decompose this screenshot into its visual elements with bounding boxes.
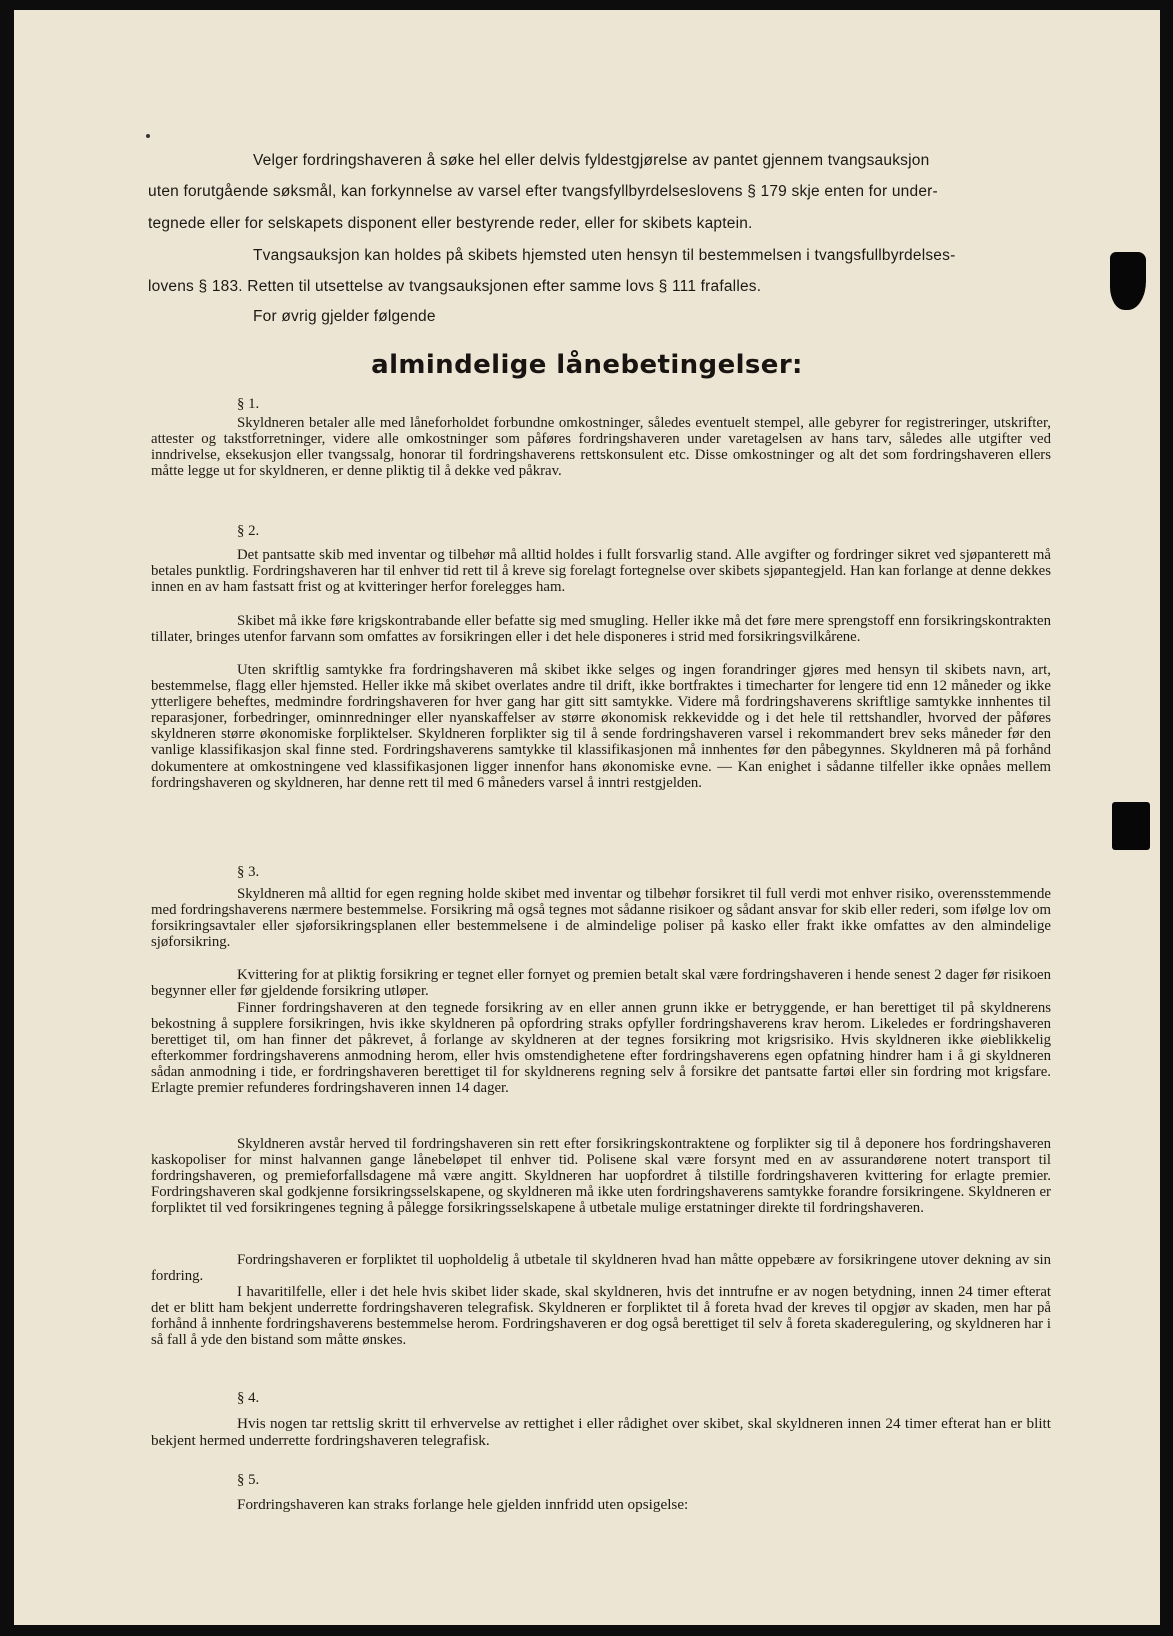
paragraph: Uten skriftlig samtykke fra fordringshaveren må skibet ikke selges og ingen forandringer gjøres med hensyn til skibets navn, art, bestemmelse, flagg eller hjemsted. Heller ikke må skibet overlates andre til drift, ikke bortfraktes i timecharter for lengere tid enn 12 måneder og ikke ytterligere beheftes, medmindre fordringshaveren for hver gang har gitt sitt samtykke. Videre må fordringshaverens skriftlige samtykke innhentes til reparasjoner, forbedringer, ominnredninger eller nyanskaffelser av større økonomisk rekkevidde og i det hele til rettshandler, hvorved der påføres skyldneren større økonomiske forpliktelser. Skyldneren forplikter sig til å sende fordringshaveren varsel i rekommandert brev seks måneder før den vanlige klassifikasjon skal finne sted. Fordringshaverens samtykke til klassifikasjonen må innhentes før den påbegynnes. Skyldneren må på forhånd dokumentere at omkostningene ved klassifikasjonen ligger innenfor hans økonomiske evne. — Kan enighet i sådanne tilfeller ikke opnåes mellem fordringshaveren og skyldneren, har denne rett til med 6 måneders varsel å inntri restgjelden.	[151, 662, 1051, 791]
intro-line: tegnede eller for selskapets disponent eller bestyrende reder, eller for skibets kaptein.	[148, 215, 753, 232]
intro-line: Velger fordringshaveren å søke hel eller delvis fyldestgjørelse av pantet gjennem tvangsauksjon	[253, 152, 930, 169]
paragraph: Fordringshaveren er forpliktet til uopholdelig å utbetale til skyldneren hvad han måtte oppebære av forsikringene utover dekning av sin fordring.	[151, 1252, 1051, 1285]
paragraph: Finner fordringshaveren at den tegnede forsikring av en eller annen grunn ikke er betryggende, er han berettiget til på skyldnerens bekostning å supplere forsikringen, hvis ikke skyldneren på opfordring straks opfyller fordringshaverens krav herom. Likeledes er fordringshaveren berettiget til, om han finner det påkrevet, å forlange av skyldneren at der tegnes forsikring mot krigsrisiko. Hvis skyldneren ikke øieblikkelig efterkommer fordringshaverens anmodning herom, eller hvis omstendighetene efter fordringshaverens egen opfatning hindrer ham i å gi skyldneren sådan anmodning i tide, er fordringshaveren berettiget til for skyldnerens regning selv å forsikre det pantsatte fartøi eller sin fordring mot krigsfare. Erlagte premier refunderes fordringshaveren innen 14 dager.	[151, 1000, 1051, 1097]
margin-ink-blot	[1110, 252, 1146, 310]
intro-line: lovens § 183. Retten til utsettelse av tvangsauksjonen efter samme lovs § 111 frafalles.	[148, 278, 762, 295]
intro-line: uten forutgående søksmål, kan forkynnelse av varsel efter tvangsfyllbyrdelseslovens § 179 skje enten for under-	[148, 183, 938, 200]
section-title: § 5.	[237, 1472, 260, 1488]
paragraph: Skyldneren avstår herved til fordringshaveren sin rett efter forsikringskontraktene og forplikter sig til å deponere hos fordringshaveren kaskopoliser for minst halvannen gange lånebeløpet til enhver tid. Polisene skal være forsynt med en av assurandørene notert transport til fordringshaveren, og premieforfallsdagene må være angitt. Skyldneren har uopfordret å tilstille fordringshaveren kvittering for erlagte premier. Fordringshaveren skal godkjenne forsikringsselskapene, og skyldneren må ikke uten fordringshaverens samtykke forandre forsikringene. Skyldneren er forpliktet til ved forsikringenes tegning å pålegge forsikringsselskapene å utbetale mulige erstatninger direkte til fordringshaveren.	[151, 1136, 1051, 1217]
section-title: § 1.	[237, 396, 260, 412]
paragraph: Det pantsatte skib med inventar og tilbehør må alltid holdes i fullt forsvarlig stand. Alle avgifter og fordringer sikret ved sjøpanterett må betales punktlig. Fordringshaveren har til enhver tid rett til å kreve sig forelagt fortegnelse over skibets sjøpantegjeld. Han kan forlange at denne dekkes innen en av ham fastsatt frist og at kvitteringer herfor forelegges ham.	[151, 547, 1051, 596]
speck	[146, 134, 150, 138]
section-title: § 2.	[237, 523, 260, 539]
intro-line: Tvangsauksjon kan holdes på skibets hjemsted uten hensyn til bestemmelsen i tvangsfullbyrdelses-	[253, 247, 956, 264]
paragraph: Skyldneren må alltid for egen regning holde skibet med inventar og tilbehør forsikret til full verdi mot enhver risiko, overensstemmende med fordringshaverens nærmere bestemmelse. Forsikring må også tegnes mot sådanne risikoer og sådant ansvar for skib eller rederi, som ifølge lov om forsikringsavtaler eller sjøforsikringsplanen eller bestemmelsene i de almindelige poliser på kasko eller frakt ikke omfattes av den almindelige sjøforsikring.	[151, 886, 1051, 951]
paragraph: Skyldneren betaler alle med låneforholdet forbundne omkostninger, således eventuelt stempel, alle gebyrer for registreringer, utskrifter, attester og takstforretninger, videre alle omkostninger som påføres fordringshaveren under varetagelsen av hans tarv, således alle utgifter ved inndrivelse, eksekusjon eller tvangssalg, honorar til fordringshaverens rettskonsulent etc. Disse omkostninger og alt det som fordringshaveren ellers måtte legge ut for skyldneren, er denne pliktig til å dekke ved påkrav.	[151, 415, 1051, 480]
paragraph: Skibet må ikke føre krigskontrabande eller befatte sig med smugling. Heller ikke må det føre mere sprengstoff enn forsikringskontrakten tillater, bringes utenfor farvann som omfattes av forsikringen eller i det hele disponeres i strid med forsikringsvilkårene.	[151, 613, 1051, 646]
section-title: § 4.	[237, 1390, 260, 1406]
paragraph: Hvis nogen tar rettslig skritt til erhvervelse av rettighet i eller rådighet over skibet, skal skyldneren innen 24 timer efterat han er blitt bekjent hermed underrette fordringshaveren telegrafisk.	[151, 1415, 1051, 1449]
margin-ink-blot	[1112, 802, 1150, 850]
section-title: § 3.	[237, 864, 260, 880]
document-page	[14, 10, 1160, 1625]
document-heading: almindelige lånebetingelser:	[371, 350, 803, 380]
paragraph: Kvittering for at pliktig forsikring er tegnet eller fornyet og premien betalt skal være fordringshaveren i hende senest 2 dager før risikoen begynner eller før gjeldende forsikring utløper.	[151, 967, 1051, 1000]
paragraph: I havaritilfelle, eller i det hele hvis skibet lider skade, skal skyldneren, hvis det inntrufne er av nogen betydning, innen 24 timer efterat det er blitt ham bekjent underrette fordringshaveren telegrafisk. Skyldneren er forpliktet til å foreta hvad der kreves til opgjør av skaden, men har på forhånd å innhente fordringshaverens bestemmelse herom. Fordringshaveren er dog også berettiget til selv å foreta skaderegulering, og skyldneren har i så fall å yde den bistand som måtte ønskes.	[151, 1284, 1051, 1349]
intro-line: For øvrig gjelder følgende	[253, 308, 436, 325]
paragraph: Fordringshaveren kan straks forlange hele gjelden innfridd uten opsigelse:	[237, 1496, 689, 1513]
